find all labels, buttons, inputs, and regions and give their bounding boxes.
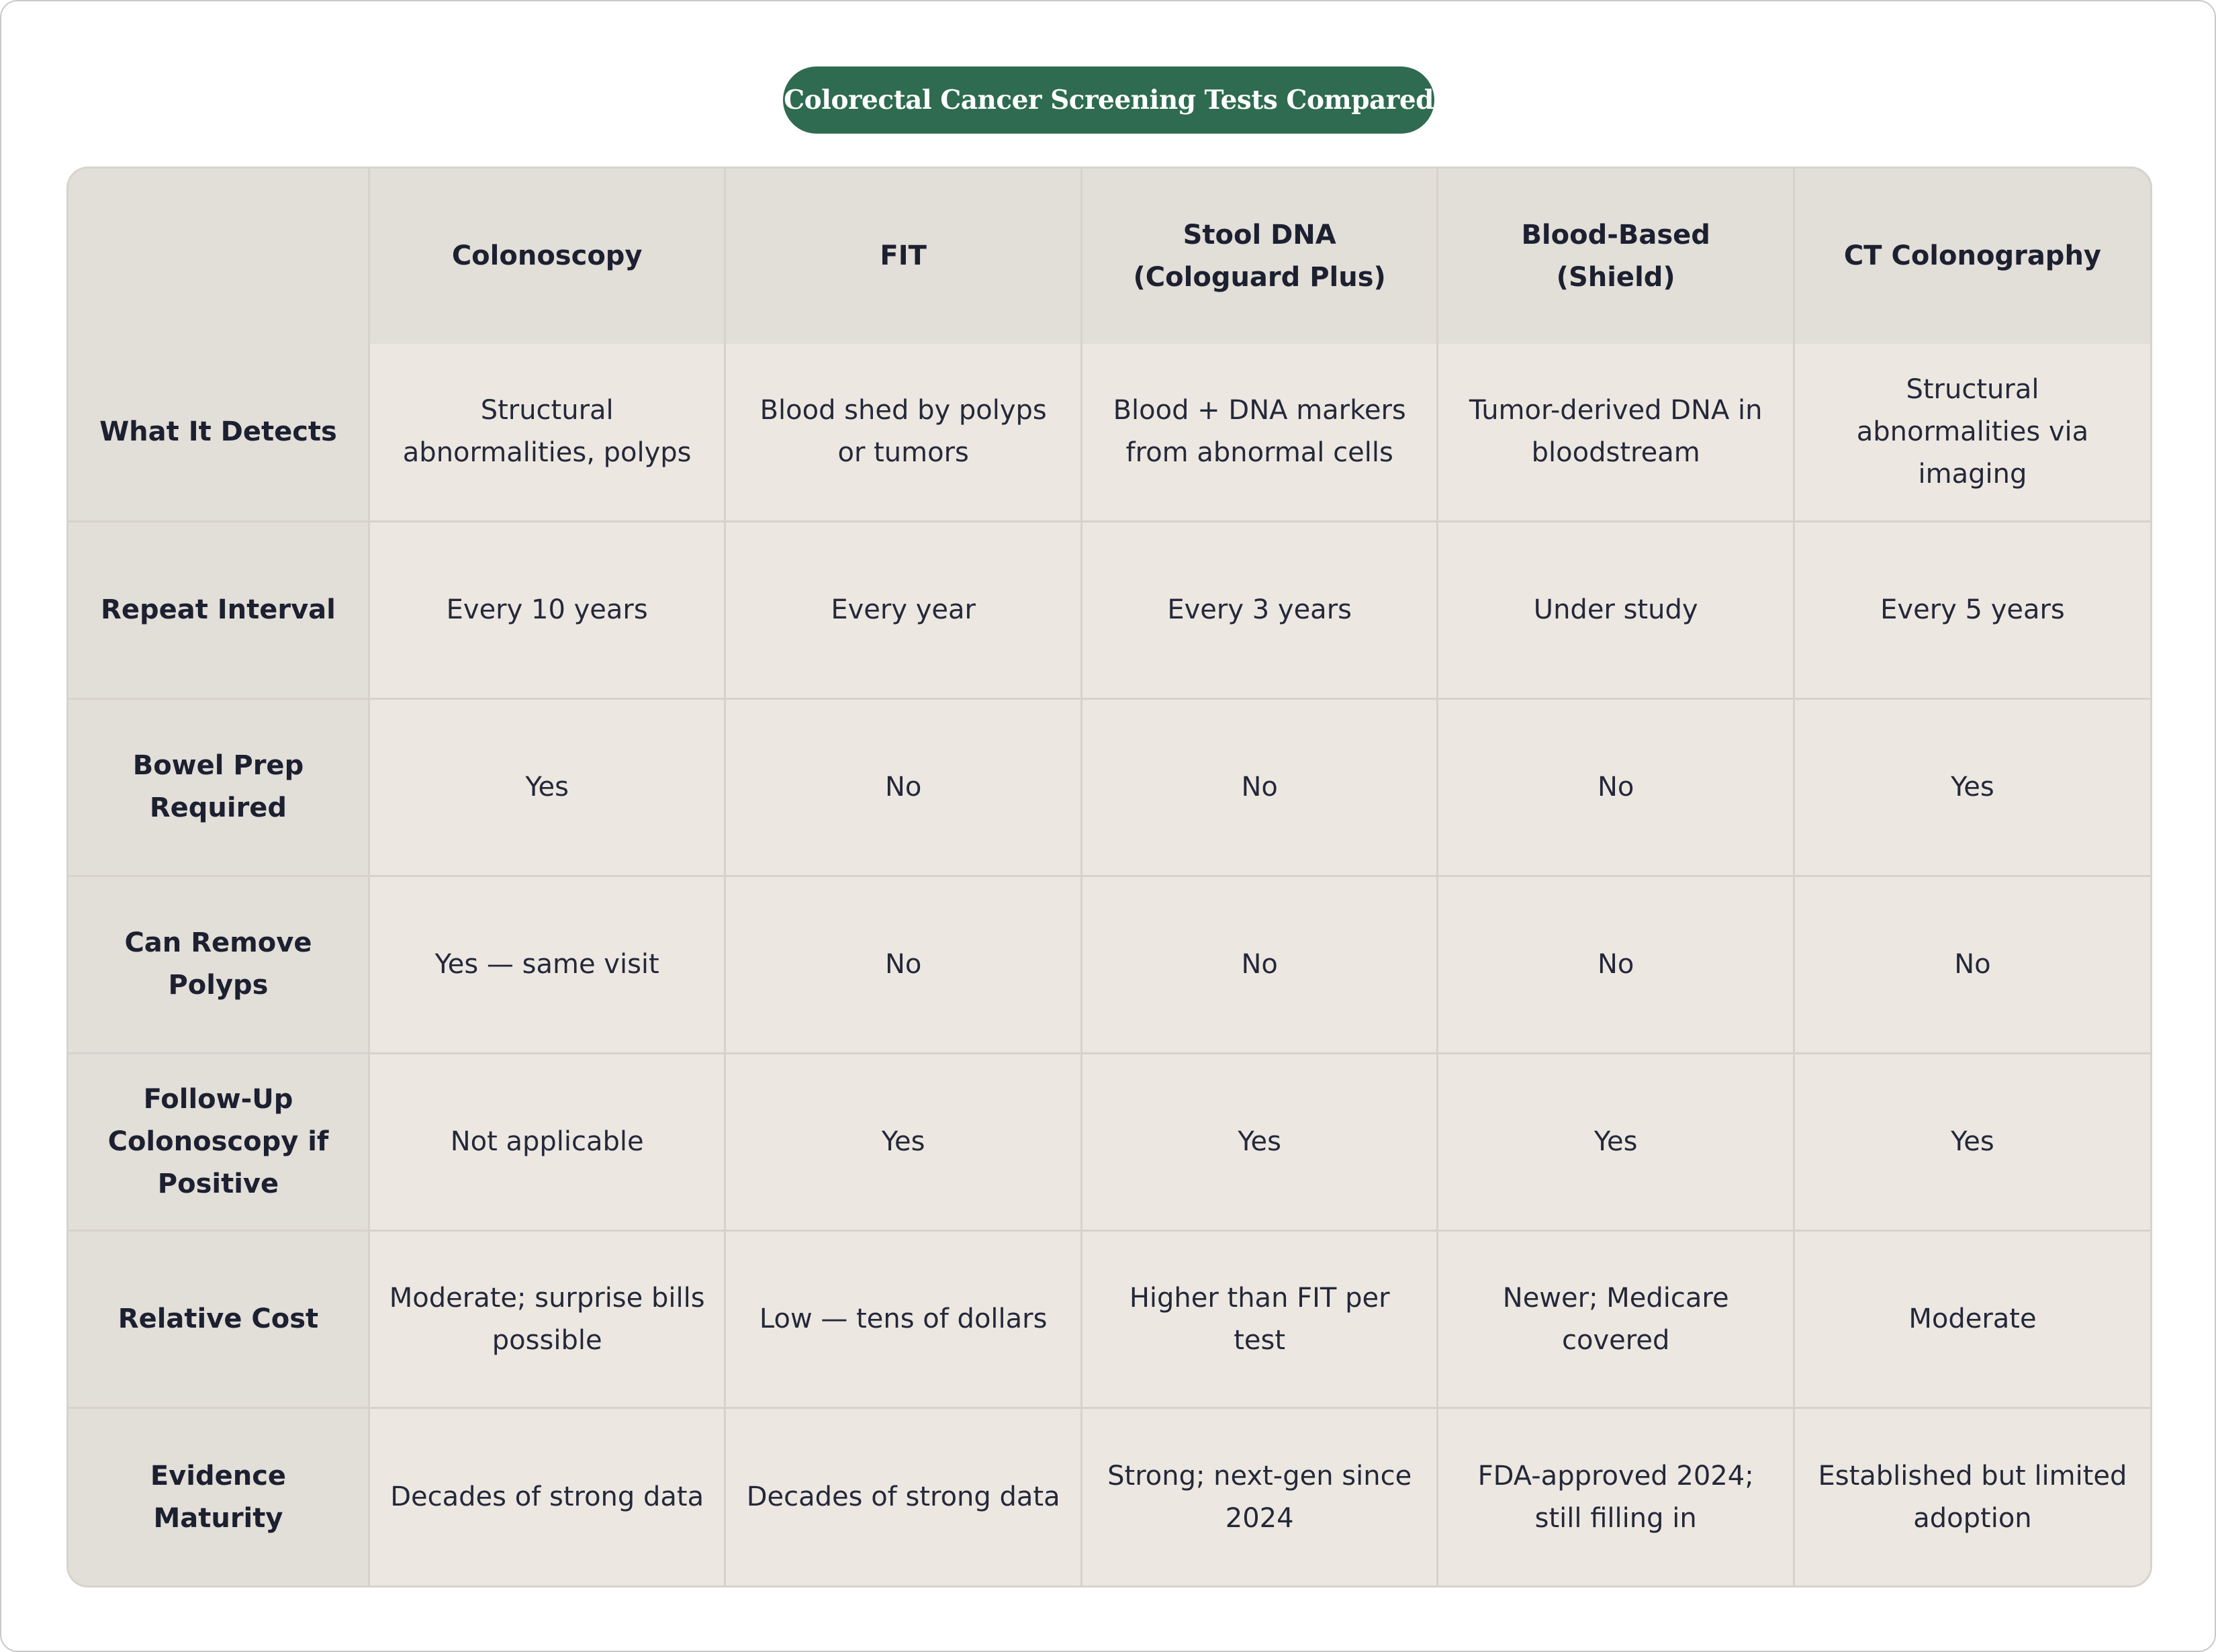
table-row (68, 344, 2150, 521)
table-cell: Yes (725, 1054, 1082, 1231)
row-label: Can Remove Polyps (68, 876, 369, 1053)
table-cell: Established but limited adoption (1794, 1408, 2150, 1586)
column-header-ct-colonography: CT Colonography (1794, 169, 2150, 344)
table-cell: Yes (1794, 698, 2150, 876)
table-cell: Blood + DNA markers from abnormal cells (1081, 344, 1438, 521)
table-row (68, 698, 2150, 876)
table-cell: Tumor-derived DNA in bloodstream (1438, 344, 1794, 521)
table-cell: Decades of strong data (725, 1408, 1082, 1586)
table-cell: Yes (1081, 1054, 1438, 1231)
row-label: Repeat Interval (68, 521, 369, 698)
table-cell: Yes (1794, 1054, 2150, 1231)
table-cell: Decades of strong data (369, 1408, 725, 1586)
table-cell: Blood shed by polyps or tumors (725, 344, 1082, 521)
column-header-stool-dna: Stool DNA (Cologuard Plus) (1081, 169, 1438, 344)
table-cell: Higher than FIT per test (1081, 1231, 1438, 1408)
table-cell: No (1794, 876, 2150, 1053)
table-cell: Low — tens of dollars (725, 1231, 1082, 1408)
row-label: Relative Cost (68, 1231, 369, 1408)
table-cell: No (1081, 698, 1438, 876)
table-row (68, 1408, 2150, 1586)
table-cell: No (1081, 876, 1438, 1053)
table-cell: No (1438, 876, 1794, 1053)
table-cell: Strong; next-gen since 2024 (1081, 1408, 1438, 1586)
comparison-table (68, 169, 2150, 1586)
table-row (68, 876, 2150, 1053)
header-row (68, 169, 2150, 344)
table-cell: Yes (369, 698, 725, 876)
table-row (68, 1231, 2150, 1408)
table-cell: Under study (1438, 521, 1794, 698)
row-label: What It Detects (68, 344, 369, 521)
table-cell: Every 10 years (369, 521, 725, 698)
table-cell: Structural abnormalities, polyps (369, 344, 725, 521)
table-cell: Moderate; surprise bills possible (369, 1231, 725, 1408)
table-cell: Every year (725, 521, 1082, 698)
row-label: Evidence Maturity (68, 1408, 369, 1586)
column-header-fit: FIT (725, 169, 1082, 344)
table-cell: Newer; Medicare covered (1438, 1231, 1794, 1408)
table-cell: Moderate (1794, 1231, 2150, 1408)
table-row (68, 1054, 2150, 1231)
table-cell: Every 5 years (1794, 521, 2150, 698)
column-header-colonoscopy: Colonoscopy (369, 169, 725, 344)
table-cell: Structural abnormalities via imaging (1794, 344, 2150, 521)
row-label: Follow-Up Colonoscopy if Positive (68, 1054, 369, 1231)
table-cell: Yes (1438, 1054, 1794, 1231)
page-title: Colorectal Cancer Screening Tests Compared (783, 66, 1434, 134)
table-row (68, 521, 2150, 698)
row-label: Bowel Prep Required (68, 698, 369, 876)
table-cell: Yes — same visit (369, 876, 725, 1053)
table-cell: Not applicable (369, 1054, 725, 1231)
table-cell: No (725, 698, 1082, 876)
table-cell: FDA-approved 2024; still filling in (1438, 1408, 1794, 1586)
column-header-blood-based: Blood-Based (Shield) (1438, 169, 1794, 344)
corner-cell (68, 169, 369, 344)
table-cell: No (1438, 698, 1794, 876)
table-cell: Every 3 years (1081, 521, 1438, 698)
table-cell: No (725, 876, 1082, 1053)
comparison-table-container (66, 167, 2152, 1588)
